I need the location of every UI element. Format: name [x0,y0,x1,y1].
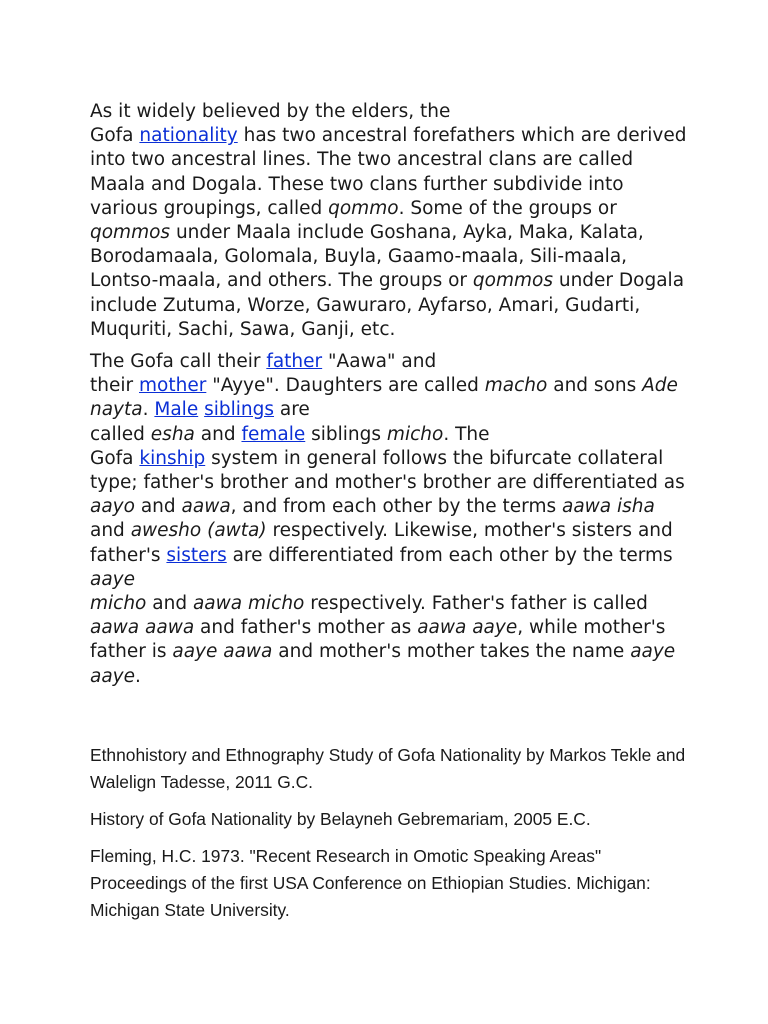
text: As it widely believed by the elders, the [90,101,451,122]
text: "Ayye". Daughters are called [206,375,485,397]
reference-item: History of Gofa Nationality by Belayneh Gebremariam, 2005 E.C. [90,809,591,829]
term-aawa-isha: aawa isha [561,496,655,518]
term-qommos: qommos [472,270,553,292]
text: respectively. Father's father is called [304,593,648,615]
text: respectively. Likewise, mother's sisters and father's [90,520,673,566]
term-aaye-aaye: aaye aaye [90,641,676,687]
term-aaye-aawa: aaye aawa [172,641,273,663]
references-section [90,742,690,934]
text: called [90,423,151,445]
link-nationality[interactable]: nationality [139,125,238,147]
term-aaye: aaye [90,568,136,590]
text: has two ancestral forefathers which are derived into two ancestral lines. The two ancestral clans are called Maala and Dogala. These two clans further subdivide into various groupings, called [90,125,687,219]
term-awesho: awesho (awta) [130,520,267,542]
paragraph-ancestry [90,100,690,342]
text: are differentiated from each other by the terms [226,544,673,566]
term-aawa-micho: aawa micho [192,593,305,615]
text: their [90,375,139,397]
link-female[interactable]: female [241,423,306,445]
text: under Dogala include Zutuma, Worze, Gawuraro, Ayfarso, Amari, Gudarti, Muquriti, Sachi, Sawa, Ganji, etc. [90,270,685,340]
text: siblings [305,423,387,445]
term-micho: micho [90,593,147,615]
term-micho: micho [386,423,444,445]
link-kinship[interactable]: kinship [139,447,206,469]
term-esha: esha [150,423,195,445]
text: . Some of the groups or [398,197,617,219]
text: , and from each other by the terms [230,496,562,518]
text: "Aawa" and [322,351,437,373]
text: Gofa [90,125,140,147]
link-male[interactable]: Male [154,399,199,421]
term-aawa-aawa: aawa aawa [90,617,195,639]
term-aawa-aaye: aawa aaye [417,617,518,639]
term-aayo: aayo [90,496,135,518]
text: system in general follows the bifurcate collateral type; father's brother and mother's brother are differentiated as [90,447,685,494]
text: Gofa [90,447,140,469]
term-ade-nayta: Ade nayta [90,375,678,421]
article-body [90,100,690,697]
text: . [142,399,155,421]
text: . [135,665,141,687]
text: The Gofa call their [90,351,267,373]
term-macho: macho [484,375,548,397]
reference-item: Fleming, H.C. 1973. "Recent Research in Omotic Speaking Areas" Proceedings of the first USA Conference on Ethiopian Studies. Michigan: Michigan State University. [90,846,651,920]
text: under Maala include Goshana, Ayka, Maka, Kalata, Borodamaala, Golomala, Buyla, Gaamo-maala, Sili-maala, Lontso-maala, and others. The groups or [90,222,644,292]
text: , while mother's father is [90,617,666,663]
reference-item: Ethnohistory and Ethnography Study of Gofa Nationality by Markos Tekle and Walelign Tadesse, 2011 G.C. [90,745,686,792]
text: and [194,423,242,445]
text: and father's mother as [194,617,418,639]
text: and [134,496,182,518]
link-sisters[interactable]: sisters [166,544,227,566]
paragraph-kinship [90,350,690,689]
text: and [146,593,193,615]
text: and mother's mother takes the name [272,641,631,663]
text: and [90,520,131,542]
link-siblings[interactable]: siblings [204,399,275,421]
term-qommos: qommos [90,222,171,244]
text: . The [443,423,490,445]
text: and sons [547,375,643,397]
text: are [274,399,310,421]
term-qommo: qommo [328,197,399,219]
link-mother[interactable]: mother [139,375,207,397]
term-aawa: aawa [181,496,231,518]
link-father[interactable]: father [266,351,323,373]
